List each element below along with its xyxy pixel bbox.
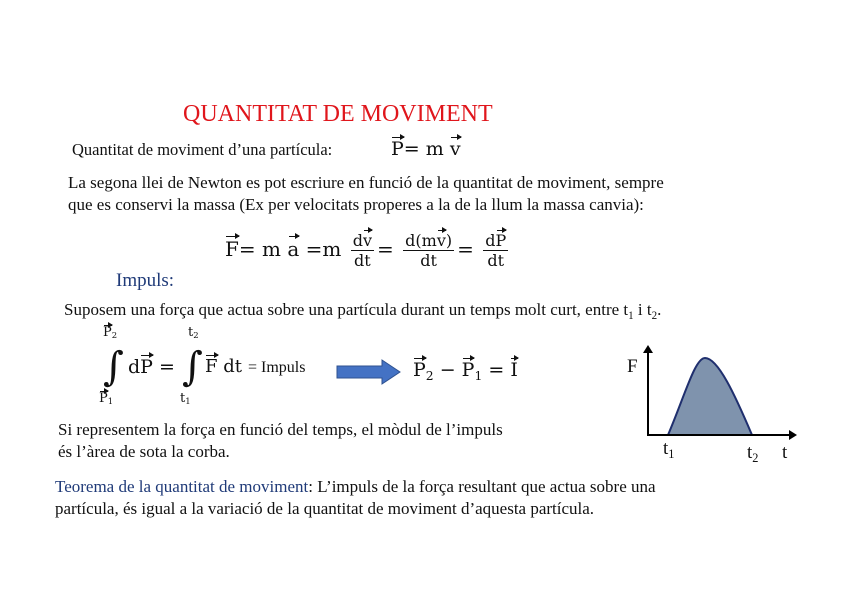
p-vector: P (495, 231, 507, 250)
page-title: QUANTITAT DE MOVIMENT (183, 101, 493, 127)
impuls-label: = Impuls (248, 359, 306, 376)
a-vector: a (287, 237, 300, 261)
dm: d(m (405, 231, 437, 250)
eq-m2: =m (305, 237, 342, 261)
d: d (352, 231, 363, 250)
sub: 1 (185, 396, 191, 406)
p-vector: P (391, 138, 404, 160)
impuls-text-main: Suposem una força que actua sobre una partícula durant un temps molt curt, entre t (64, 300, 629, 319)
momentum-definition-formula (391, 138, 461, 160)
eq: = (457, 237, 474, 261)
sub: 1 (107, 396, 114, 406)
newton-formula (225, 231, 511, 270)
v-vector: v (436, 231, 446, 250)
f-dt-term (205, 356, 242, 377)
integral-lower-limit-2 (180, 392, 191, 410)
v-vector: v (449, 138, 461, 160)
area-text-line-2: és l’àrea de sota la corba. (58, 442, 230, 461)
t: t (747, 442, 753, 463)
dp-dt-fraction (483, 231, 508, 270)
theorem-line-2: partícula, és igual a la variació de la quantitat de moviment d’aquesta partícula. (55, 499, 595, 518)
sub: 2 (425, 369, 434, 383)
p-vector: P (413, 359, 426, 381)
p-vector: P (103, 325, 112, 340)
sub: 2 (111, 330, 118, 340)
period: . (657, 300, 662, 319)
sub: 1 (668, 447, 675, 461)
sub: 2 (651, 310, 658, 322)
force-time-graph (640, 340, 800, 445)
graph-y-label: F (627, 356, 638, 377)
impuls-heading: Impuls: (116, 270, 175, 291)
sub: 2 (193, 330, 199, 340)
t: t (180, 391, 186, 406)
eq: = (152, 356, 175, 378)
dt: dt (487, 251, 505, 270)
f-vector: F (225, 237, 239, 261)
d: d (128, 356, 141, 378)
integral-lower-limit-1 (99, 392, 113, 410)
i-vector: I (510, 359, 518, 381)
graph-t1-label (663, 438, 674, 462)
area-text-line-1: Si representem la força en funció del temps, el mòdul de l’impuls (58, 420, 503, 439)
f-vector: F (205, 356, 218, 377)
integral-upper-limit-1 (103, 326, 117, 344)
integral-sign-1: ∫ (103, 344, 124, 390)
minus: − (433, 359, 462, 381)
v-vector: v (362, 231, 373, 250)
sub: 2 (752, 451, 759, 465)
eq-m: = m (238, 237, 281, 261)
dmv-dt-fraction (403, 231, 454, 270)
eq: = (482, 359, 511, 381)
dv-dt-fraction (351, 231, 374, 270)
sub: 1 (474, 369, 483, 383)
x-axis-arrow (789, 430, 797, 440)
p-vector: P (140, 356, 153, 378)
dt: dt (217, 356, 242, 377)
dp-term (128, 356, 175, 378)
paren: ) (445, 231, 453, 250)
p-vector: P (461, 359, 475, 381)
graph-t2-label (747, 442, 758, 466)
impuls-text (64, 300, 661, 322)
t: t (663, 438, 669, 459)
sub: 1 (628, 310, 634, 322)
impuls-text-mid: i t (633, 300, 652, 319)
y-axis-arrow (643, 345, 653, 353)
graph-x-label: t (782, 442, 788, 463)
equals-m: = m (403, 138, 444, 160)
newton-text-line-2: que es conservi la massa (Ex per velocitats properes a la de la llum la massa canvia): (68, 195, 644, 214)
theorem-line-1 (55, 477, 656, 497)
right-arrow-icon (336, 359, 402, 385)
theorem-text: : L’impuls de la força resultant que actua sobre una (308, 477, 656, 496)
dt: dt (354, 251, 371, 270)
definition-label: Quantitat de moviment d’una partícula: (72, 140, 333, 159)
t: t (188, 325, 194, 340)
impulse-area (668, 358, 752, 435)
integral-sign-2: ∫ (182, 344, 203, 390)
dt: dt (420, 251, 437, 270)
theorem-name: Teorema de la quantitat de moviment (55, 477, 309, 496)
d: d (485, 231, 496, 250)
eq: = (377, 237, 394, 261)
integral-upper-limit-2 (188, 326, 199, 344)
newton-text-line-1: La segona llei de Newton es pot escriure en funció de la quantitat de moviment, sempre (68, 173, 664, 192)
impulse-result-formula (413, 359, 518, 383)
p-vector: P (99, 391, 108, 406)
